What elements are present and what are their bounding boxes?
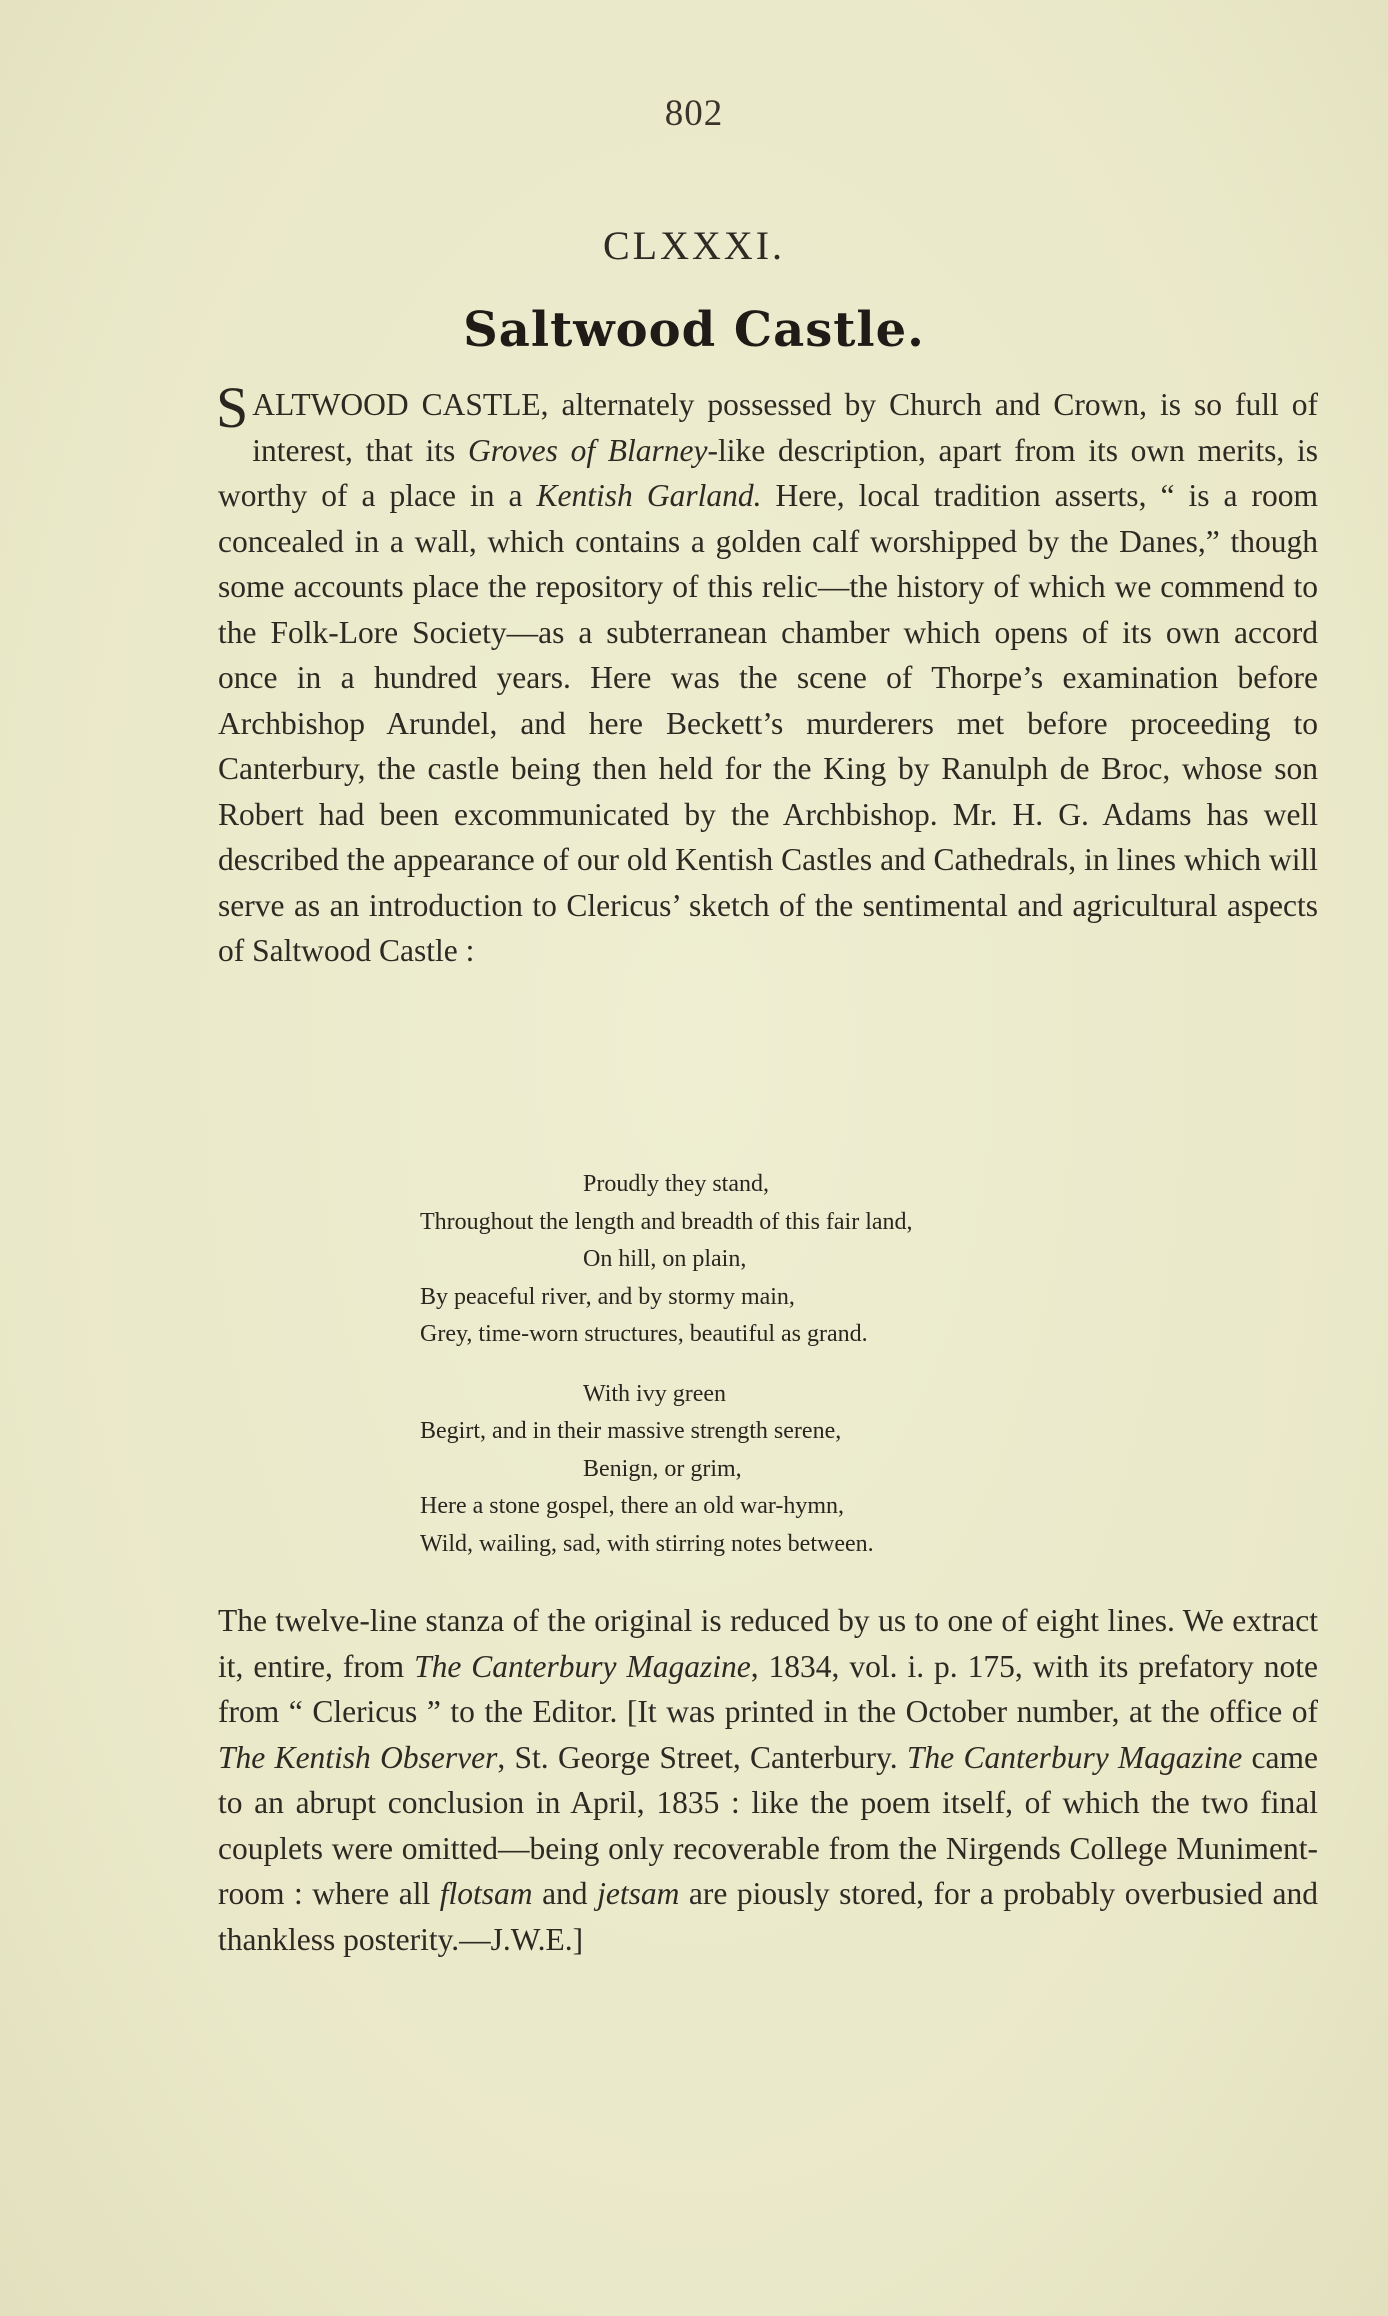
poem-line: Wild, wailing, sad, with stirring notes between. xyxy=(420,1530,874,1557)
intro-text xyxy=(216,375,1319,974)
italic-title: The Kentish Observer xyxy=(218,1739,498,1775)
italic-title: The Canterbury Magazine xyxy=(906,1739,1243,1775)
text-run: and xyxy=(532,1876,598,1911)
text-run: , St. George Street, Canterbury. xyxy=(497,1739,907,1775)
page-number: 802 xyxy=(664,93,724,134)
italic-title: Groves of Blarney xyxy=(468,432,708,468)
poem-line: Proudly they stand, xyxy=(583,1171,769,1197)
chapter-number: CLXXXI. xyxy=(602,223,786,268)
closing-text xyxy=(218,1598,1318,1962)
poem-line: With ivy green xyxy=(583,1380,726,1407)
poem-stanza xyxy=(420,1166,1220,1563)
closing-paragraph xyxy=(218,1598,1318,1962)
text-run: Here, local tradition asserts, “ is a room concealed in a wall, which contains a golden calf worshipped by the Danes,” though some accounts place the repository of this relic—the history of which we commend to the Folk-Lore Society—as a subterranean chamber which opens of its own accord once in a hundred years. Here was the scene of Thorpe’s examination before Archbishop Arundel, and here Beckett’s murderers met before proceeding to Canterbury, the castle being then held for the King by Ranulph de Broc, whose son Robert had been excommunicated by the Archbishop. Mr. H. G. Adams has well described the appearance of our old Kentish Castles and Cathedrals, in lines which will serve as an introduction to Clericus’ sketch of the sentimental and agricultural aspects of Saltwood Castle : xyxy=(218,478,1319,968)
poem-line: Grey, time-worn structures, beautiful as grand. xyxy=(420,1321,868,1347)
poem-line: Begirt, and in their massive strength serene, xyxy=(420,1418,842,1444)
poem-line: On hill, on plain, xyxy=(583,1246,747,1272)
text-run: are piously stored, for a probably overbusied and thankless posterity.—J.W.E.] xyxy=(218,1876,1318,1957)
poem-line: Throughout the length and breadth of this fair land, xyxy=(420,1208,913,1235)
italic-title: Kentish Garland. xyxy=(536,478,762,513)
italic-title: The Canterbury Magazine xyxy=(414,1648,751,1684)
poem-line: By peaceful river, and by stormy main, xyxy=(420,1283,795,1310)
text-run: The twelve-line stanza of the original is reduced by us to one of eight lines. We extract it, entire, from xyxy=(218,1603,1318,1684)
stanza-break xyxy=(420,1354,1220,1376)
chapter-title: Saltwood Castle. xyxy=(463,302,925,358)
text-run: , 1834, vol. i. p. 175, with its prefatory note from “ Clericus ” to the Editor. [It was printed in the October number, at the office of xyxy=(218,1648,1318,1729)
text-run: SALTWOOD CASTLE, alternately possessed by Church and Crown, is so full of interest, that its xyxy=(216,375,1318,468)
italic-title: jetsam xyxy=(597,1876,680,1911)
poem-line: Benign, or grim, xyxy=(583,1455,742,1482)
italic-title: flotsam xyxy=(439,1876,533,1911)
text-run: -like description, apart from its own merits, is worthy of a place in a xyxy=(218,432,1318,513)
text-run: came to an abrupt conclusion in April, 1835 : like the poem itself, of which the two final couplets were omitted—being only recoverable from the Nirgends College Muniment-room : where all xyxy=(218,1739,1318,1911)
poem-line: Here a stone gospel, there an old war-hymn, xyxy=(420,1493,845,1519)
intro-paragraph xyxy=(216,375,1319,974)
